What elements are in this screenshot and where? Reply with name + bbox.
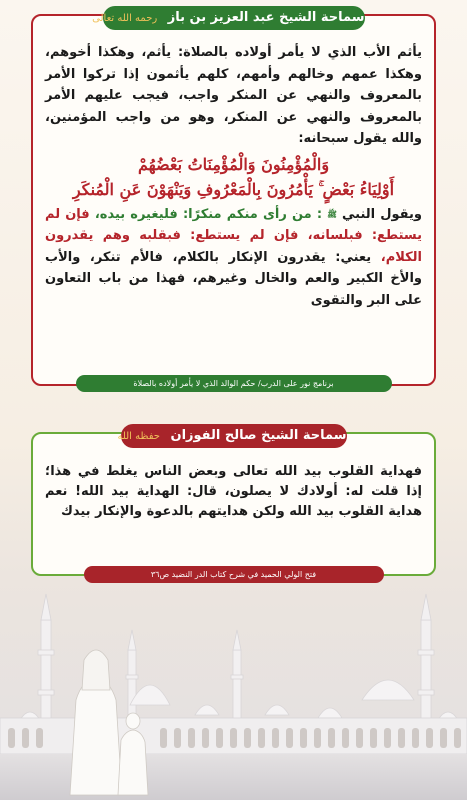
salawat-glyph: ﷺ [327,209,337,219]
hadith-rest: يعني: يقدرون الإنكار بالكلام، فالأم تنكر، والأب والأخ الكبير والعم والخال وغيرهم، فهذا من باب التعاون على البر والتقوى [45,249,422,308]
hadith-red-1: فإن لم يستطع: فبلسانه، فإن لم يستطع: فبقلبه وهم [45,206,422,243]
verse-line-2: أَوْلِيَاءُ بَعْضٍ ۚ يَأْمُرُونَ بِالْمَعْرُوفِ وَيَنْهَوْنَ عَنِ الْمُنكَرِ [72,179,395,199]
title-text: سماحة الشيخ عبد العزيز بن باز [167,10,365,25]
father-figure [70,650,122,795]
fatwa-text-bin-baz [45,42,422,311]
card-bin-baz [31,10,436,388]
mosque-scene-image [0,580,467,800]
source-fawzan: فتح الولي الحميد في شرح كتاب الدر النضيد ص٣٦ [84,566,384,583]
quran-verse [45,152,422,202]
source-bin-baz: برنامج نور على الدرب/ حكم الوالد الذي لا يأمر أولاده بالصلاة [76,375,392,392]
hadith-green: : من رأى منكم منكرًا: فليغيره بيده، [94,206,323,222]
title-fawzan [117,424,347,448]
hadith-paragraph [45,204,422,312]
title-text: سماحة الشيخ صالح الفوزان [170,428,347,443]
paragraph: يأثم الأب الذي لا يأمر أولاده بالصلاة: يأثم، وهكذا أخوهم، وهكذا عمهم وخالهم وأمهم، كلهم يأثمون إذا تركوا الأمر بالمعروف والنهي عن المنكر واجب، فيجب عليهم الأمر بالمعروف والنهي عن المنكر، وهو من واجب المؤمنين، والله يقول سبحانه: [45,45,422,146]
hadith-red-2: يقدرون الكلام، [45,228,422,265]
verse-line-1: وَالْمُؤْمِنُونَ وَالْمُؤْمِنَاتُ بَعْضُهُمْ [137,154,330,174]
title-bin-baz [92,6,365,30]
fatwa-text-fawzan: فهداية القلوب بيد الله تعالى وبعض الناس يغلط في هذا؛ إذا قلت له: أولادك لا يصلون، قال: الهداية بيد الله! نعم هداية القلوب بيد الله ولكن هدايتهم بالدعوة والإنكار بيدك [45,464,422,519]
card-fawzan [31,428,436,579]
hadith-intro: ويقول النبي [342,206,422,222]
honorific-text: حفظه الله [117,431,160,442]
honorific-text: رحمه الله تعالى [92,13,158,24]
